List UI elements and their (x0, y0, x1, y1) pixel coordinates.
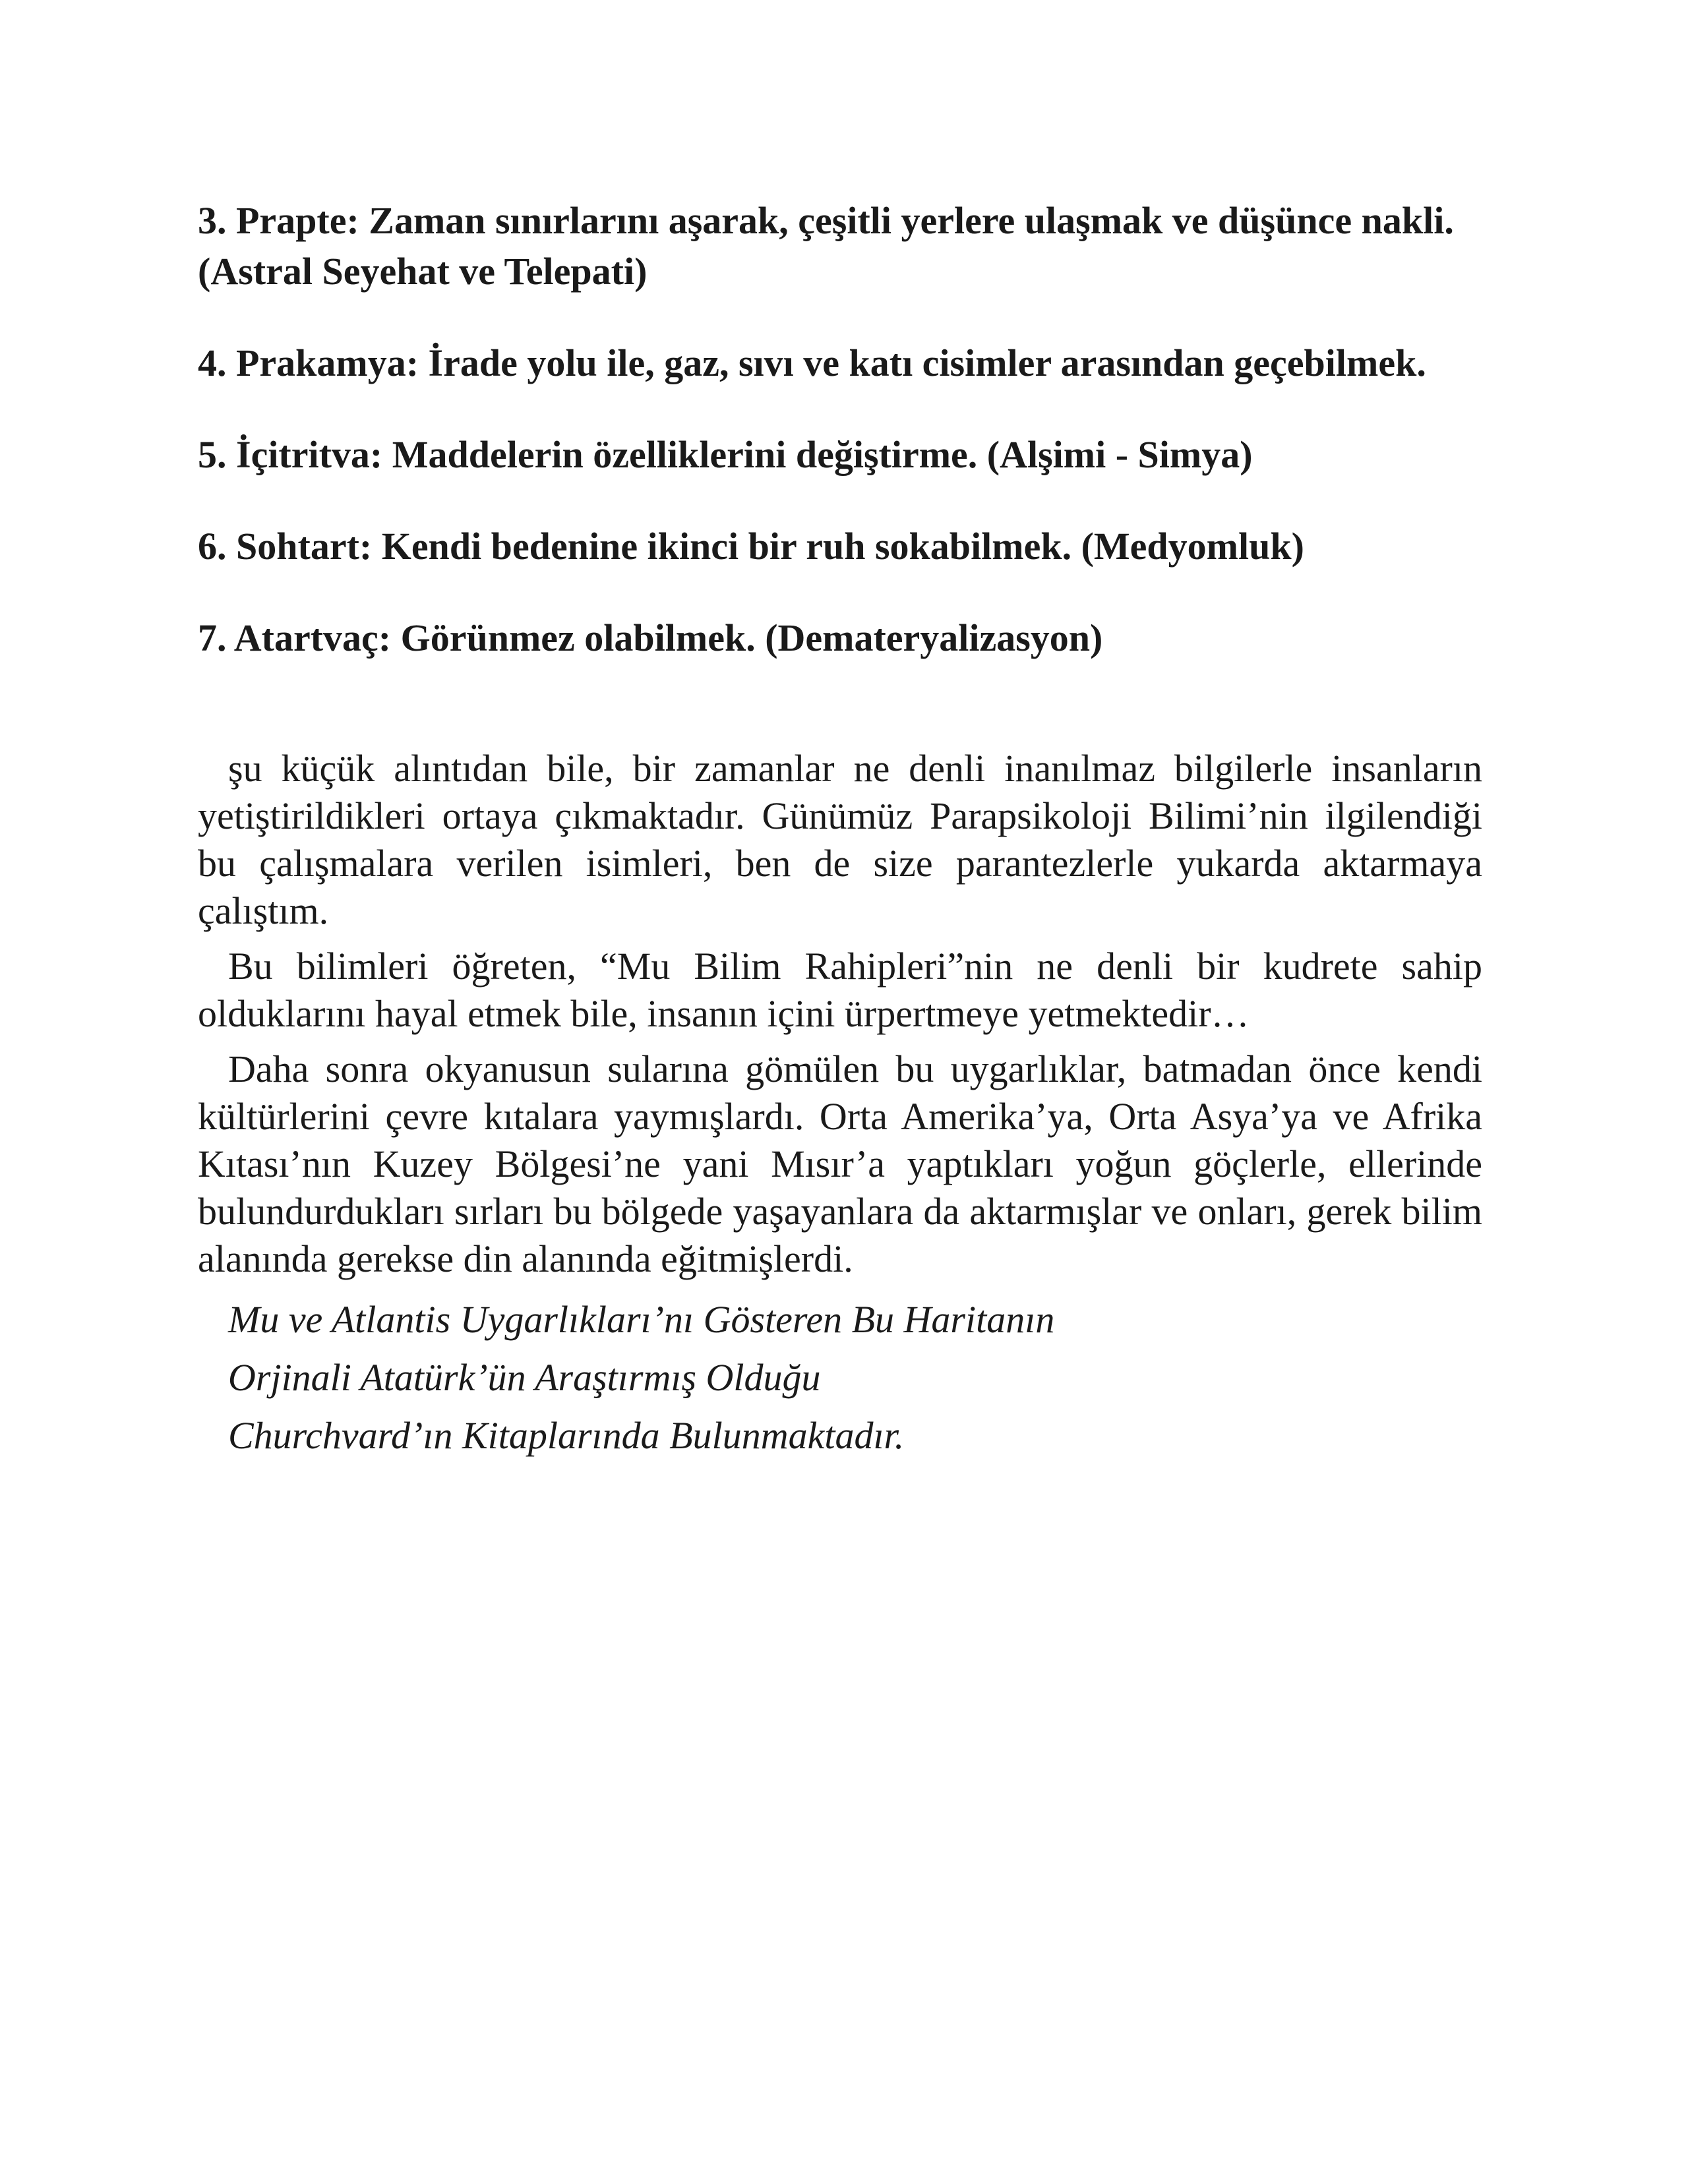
paragraph-1: şu küçük alıntıdan bile, bir zamanlar ne denli inanılmaz bilgilerle insanların yetiştirildikleri ortaya çıkmaktadır. Günümüz Parapsikoloji Bilimi’nin ilgilendiği bu çalışmalara verilen isimleri, ben de size parantezlerle yukarda aktarmaya çalıştım. (198, 747, 1482, 932)
paragraph-3: Daha sonra okyanusun sularına gömülen bu uygarlıklar, batmadan önce kendi kültürlerini çevre kıtalara yaymışlardı. Orta Amerika’ya, Orta Asya’ya ve Afrika Kıtası’nın Kuzey Bölgesi’ne yani Mısır’a yaptıkları yoğun göçlerle, ellerinde bulundurdukları sırları bu bölgede yaşayanlara da aktarmışlar ve onları, gerek bilim alanında gerekse din alanında eğitmişlerdi. (198, 1048, 1482, 1280)
caption-line-2: Orjinali Atatürk’ün Araştırmış Olduğu (228, 1356, 821, 1399)
list-item-4: 4. Prakamya: İrade yolu ile, gaz, sıvı ve katı cisimler arasından geçebilmek. (198, 341, 1426, 384)
caption-line-1: Mu ve Atlantis Uygarlıkları’nı Gösteren Bu Haritanın (228, 1298, 1055, 1341)
list-item-6: 6. Sohtart: Kendi bedenine ikinci bir ruh sokabilmek. (Medyomluk) (198, 525, 1304, 568)
numbered-list (198, 195, 1490, 663)
caption-line-3: Churchvard’ın Kitaplarında Bulunmaktadır. (228, 1414, 905, 1457)
paragraph-2: Bu bilimleri öğreten, “Mu Bilim Rahipleri”nin ne denli bir kudrete sahip olduklarını hayal etmek bile, insanın içini ürpertmeye yetmektedir… (198, 945, 1482, 1035)
list-item-5: 5. İçitritva: Maddelerin özelliklerini değiştirme. (Alşimi - Simya) (198, 433, 1253, 476)
body-text (198, 745, 1482, 1465)
list-item-3: 3. Prapte: Zaman sınırlarını aşarak, çeşitli yerlere ulaşmak ve düşünce nakli. (Astral Seyehat ve Telepati) (198, 199, 1454, 293)
map-caption (198, 1291, 1482, 1465)
list-item-7: 7. Atartvaç: Görünmez olabilmek. (Demateryalizasyon) (198, 616, 1103, 659)
